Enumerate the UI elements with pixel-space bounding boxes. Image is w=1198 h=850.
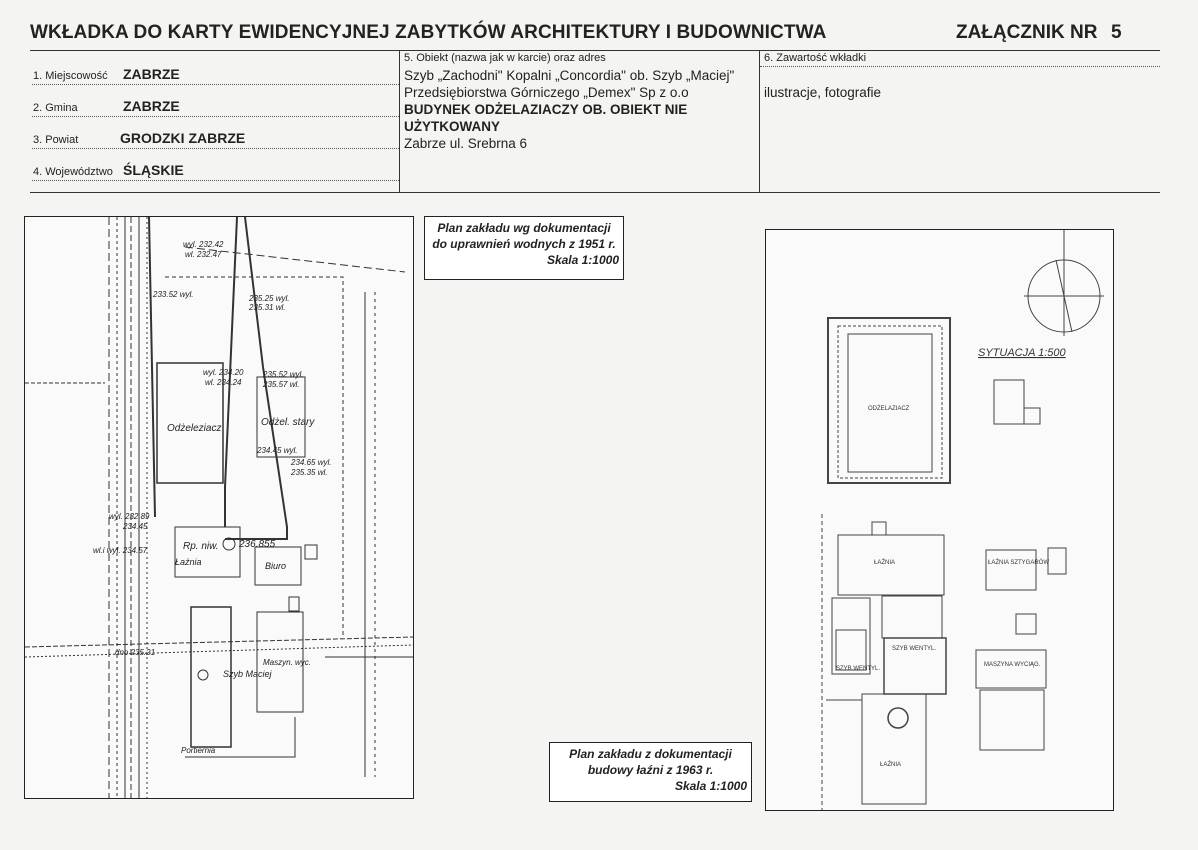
plan1-label: 234.45 [123, 522, 148, 531]
plan1-label: Odżel. stary [261, 417, 315, 428]
plan1-label: Odżeleziacz [167, 423, 222, 434]
plan-1963-image [765, 229, 1114, 811]
plan2-label: ODŻELAZIACZ [868, 406, 910, 412]
field-rule [32, 84, 399, 85]
plan2-caption-line1: Plan zakładu z dokumentacji [569, 747, 732, 761]
plan1-label: wl.i wyl. 234.57 [93, 546, 148, 555]
header-top-rule [30, 50, 1160, 51]
column-divider-2 [759, 50, 760, 192]
commune-value: ZABRZE [123, 98, 180, 114]
plan-1963-drawing [766, 230, 1113, 810]
field-rule [32, 180, 399, 181]
plan1-label: Portiernia [181, 746, 216, 755]
plan1-label: dno 235.21 [115, 648, 156, 657]
voivodeship-label: 4. Województwo [33, 166, 113, 178]
plan2-label: ŁAŹNIA [874, 560, 896, 566]
county-value: GRODZKI ZABRZE [120, 130, 246, 146]
annex-number: 5 [1111, 22, 1122, 43]
header-bottom-rule [30, 192, 1160, 193]
plan1-caption-scale: Skala 1:1000 [546, 253, 619, 267]
plan1-label: 234.45 wyl. [257, 446, 298, 455]
plan1-label: wl. 232.47 [185, 250, 222, 259]
plan1-label: wl. 234.24 [205, 378, 242, 387]
field-rule [32, 116, 399, 117]
object-line-5: Zabrze ul. Srebrna 6 [404, 136, 528, 151]
plan1-label: 235.25 wyl. [249, 294, 290, 303]
plan2-label: SZYB WENTYL. [892, 646, 937, 652]
object-line-4: UŻYTKOWANY [404, 119, 500, 134]
plan-1951-image [24, 216, 414, 799]
column-divider-1 [399, 50, 400, 192]
plan1-label: 235.35 wl. [291, 468, 328, 477]
plan2-caption-line2: budowy łaźni z 1963 r. [587, 763, 714, 777]
locality-label: 1. Miejscowość [33, 70, 108, 82]
commune-label: 2. Gmina [33, 102, 78, 114]
plan1-label: wyl. 232.42 [183, 240, 224, 249]
field-rule [32, 148, 399, 149]
plan2-caption-scale: Skala 1:1000 [674, 779, 747, 793]
plan-1951-caption [424, 216, 624, 280]
plan1-label: Maszyn. wyc. [263, 658, 312, 667]
contents-label: 6. Zawartość wkładki [764, 52, 867, 64]
plan1-label: 235.57 wl. [263, 380, 300, 389]
plan2-label: ŁAŹNIA [880, 762, 902, 768]
object-label: 5. Obiekt (nazwa jak w karcie) oraz adres [404, 52, 606, 64]
plan1-label: wyl. 232.89 [109, 512, 150, 521]
object-line-2: Przedsiębiorstwa Górniczego „Demex" Sp z o.o [404, 85, 689, 100]
plan-1951-drawing [25, 217, 413, 798]
locality-value: ZABRZE [123, 66, 180, 82]
plan1-label: 236.855 [239, 539, 276, 550]
county-label: 3. Powiat [33, 134, 79, 146]
voivodeship-value: ŚLĄSKIE [123, 162, 184, 178]
plan2-label: ŁAŹNIA SZTYGARÓW [988, 560, 1050, 566]
object-address [404, 67, 756, 152]
plan1-label: Łaźnia [175, 557, 202, 567]
plan1-label: 235.52 wyl. [263, 370, 304, 379]
field-rule [760, 66, 1160, 67]
document-title: WKŁADKA DO KARTY EWIDENCYJNEJ ZABYTKÓW ARCHITEKTURY I BUDOWNICTWA [30, 22, 827, 43]
plan1-label: Rp. niw. [183, 541, 219, 552]
plan1-caption-line1: Plan zakładu wg dokumentacji [437, 221, 611, 235]
object-line-3: BUDYNEK ODŻELAZIACZY OB. OBIEKT NIE [404, 102, 688, 117]
plan2-label: MASZYNA WYCIĄG. [984, 662, 1041, 668]
plan2-label: SZYB WENTYL. [836, 666, 881, 672]
plan1-label: 234.65 wyl. [291, 458, 332, 467]
plan1-label: 233.52 wyl. [153, 290, 194, 299]
plan1-label: 235.31 wl. [249, 303, 286, 312]
plan-1963-caption [549, 742, 752, 802]
plan1-label: Szyb Maciej [223, 669, 272, 679]
plan1-label: wyl. 234.20 [203, 368, 244, 377]
annex-label: ZAŁĄCZNIK NR [956, 22, 1098, 43]
plan1-label: Biuro [265, 561, 287, 571]
contents-value: ilustracje, fotografie [764, 85, 882, 100]
plan1-caption-line2: do uprawnień wodnych z 1951 r. [432, 237, 616, 251]
object-line-1: Szyb „Zachodni" Kopalni „Concordia" ob. Szyb „Maciej" [404, 68, 735, 83]
situation-label: SYTUACJA 1:500 [978, 347, 1066, 359]
